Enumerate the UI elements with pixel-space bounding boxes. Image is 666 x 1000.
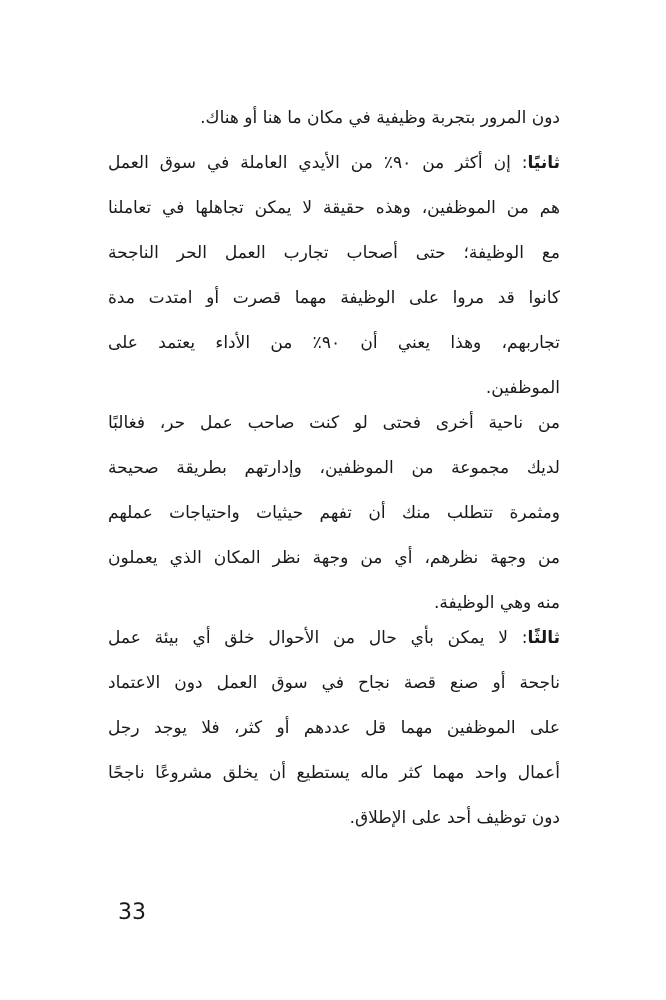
page-number: 33	[118, 900, 146, 925]
paragraph-line	[108, 141, 560, 186]
paragraph-line	[108, 616, 560, 661]
paragraph-line: ومثمرة تتطلب منك أن تفهم حيثيات واحتياجات عملهم	[108, 503, 560, 523]
paragraph-line: الموظفين.	[485, 378, 560, 398]
paragraph-lead: ثانيًا	[527, 153, 560, 173]
paragraph-1	[108, 96, 560, 141]
paragraph-line: دون توظيف أحد على الإطلاق.	[349, 808, 560, 828]
paragraph-line: من ناحية أخرى فحتى لو كنت صاحب عمل حر، فغالبًا	[108, 413, 560, 433]
paragraph-line-text: : لا يمكن بأي حال من الأحوال خلق أي بيئة عمل	[108, 628, 528, 648]
paragraph-4	[108, 616, 560, 841]
paragraph-2	[108, 141, 560, 411]
paragraph-line: من وجهة نظرهم، أي من وجهة نظر المكان الذي يعملون	[108, 548, 560, 568]
paragraph-line: هم من الموظفين، وهذه حقيقة لا يمكن تجاهلها في تعاملنا	[108, 198, 560, 218]
paragraph-lead: ثالثًا	[527, 628, 560, 648]
paragraph-line: ناجحة أو صنع قصة نجاح في سوق العمل دون الاعتماد	[108, 673, 560, 693]
paragraph-line: دون المرور بتجربة وظيفية في مكان ما هنا أو هناك.	[200, 108, 560, 128]
paragraph-line-text: : إن أكثر من ٩٠٪ من الأيدي العاملة في سوق العمل	[108, 153, 528, 173]
paragraph-3	[108, 401, 560, 626]
paragraph-line: تجاربهم، وهذا يعني أن ٩٠٪ من الأداء يعتمد على	[108, 333, 560, 353]
paragraph-line: على الموظفين مهما قل عددهم أو كثر، فلا يوجد رجل	[108, 718, 560, 738]
paragraph-line: لديك مجموعة من الموظفين، وإدارتهم بطريقة صحيحة	[108, 458, 560, 478]
paragraph-line: كانوا قد مروا على الوظيفة مهما قصرت أو امتدت مدة	[108, 288, 560, 308]
paragraph-line: مع الوظيفة؛ حتى أصحاب تجارب العمل الحر الناجحة	[108, 243, 560, 263]
paragraph-line: منه وهي الوظيفة.	[434, 593, 560, 613]
paragraph-line: أعمال واحد مهما كثر ماله يستطيع أن يخلق مشروعًا ناجحًا	[108, 763, 560, 783]
